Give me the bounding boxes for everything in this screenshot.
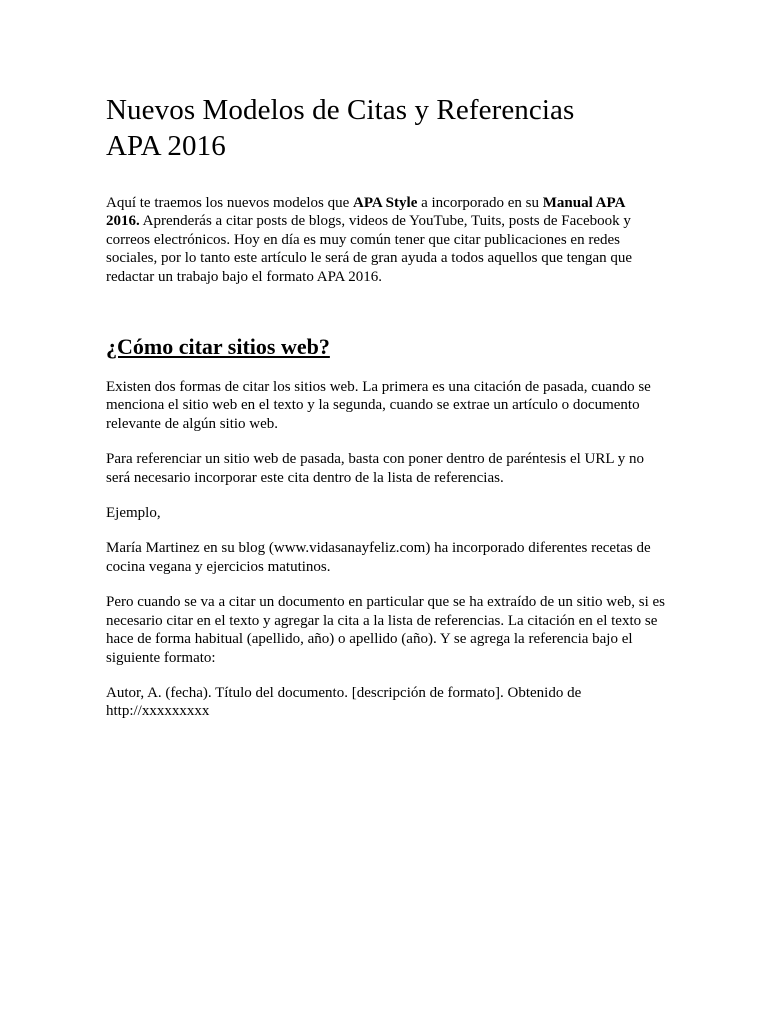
paragraph-example: María Martinez en su blog (www.vidasanayfeliz.com) ha incorporado diferentes recetas de cocina vegana y ejercicios matutinos. [106, 540, 651, 575]
intro-bold-manual-apa: Manual APA [542, 195, 626, 211]
intro-text-3: Aprenderás a citar posts de blogs, videos de YouTube, Tuits, posts de Facebook y correos electrónicos. Hoy en día es muy común tener que citar publicaciones en redes sociales, por lo tanto este artículo le será de gran ayuda a todos aquellos que tengan que redactar un trabajo bajo el formato APA 2016. [106, 213, 633, 285]
reference-format-line-2: http://xxxxxxxxx [106, 703, 210, 720]
section-heading: ¿Cómo citar sitios web? [106, 334, 330, 360]
intro-text-1: Aquí te traemos los nuevos modelos que [106, 195, 354, 211]
intro-bold-apa-style: APA Style [353, 195, 418, 211]
document-title-line-1: Nuevos Modelos de Citas y Referencias [106, 94, 575, 126]
document-title [106, 92, 666, 164]
document-page [106, 92, 666, 721]
paragraph-example-label: Ejemplo, [106, 505, 161, 522]
intro-paragraph [106, 194, 666, 286]
document-title-line-2: APA 2016 [106, 130, 226, 162]
intro-text-2: a incorporado en su [417, 195, 543, 211]
intro-bold-2016: 2016. [106, 213, 140, 230]
reference-format-line-1: Autor, A. (fecha). Título del documento. [descripción de formato]. Obtenido de [106, 684, 582, 701]
paragraph-two-forms: Existen dos formas de citar los sitios web. La primera es una citación de pasada, cuando se menciona el sitio web en el texto y la segunda, cuando se extrae un artículo o documento relevante de algún sitio web. [106, 379, 651, 432]
paragraph-document-citation: Pero cuando se va a citar un documento en particular que se ha extraído de un sitio web, si es necesario citar en el texto y agregar la cita a la lista de referencias. La citación en el texto se hace de forma habitual (apellido, año) o apellido (año). Y se agrega la referencia bajo el siguiente formato: [106, 594, 665, 666]
reference-format [106, 684, 666, 721]
paragraph-passing-citation: Para referenciar un sitio web de pasada, basta con poner dentro de paréntesis el URL y no será necesario incorporar este cita dentro de la lista de referencias. [106, 451, 644, 486]
